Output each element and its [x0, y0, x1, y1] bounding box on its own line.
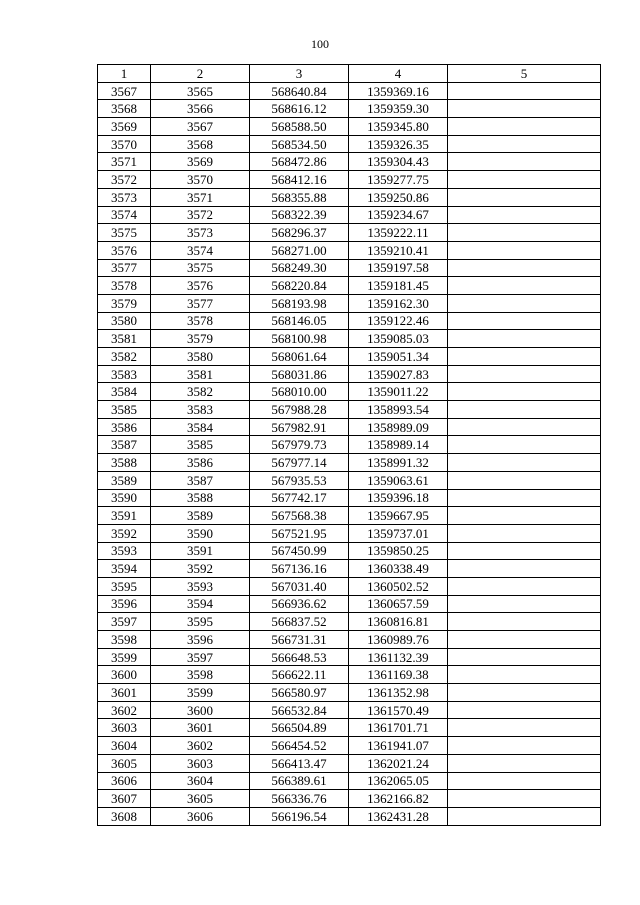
table-cell: 566580.97	[250, 684, 349, 702]
table-row	[98, 418, 601, 436]
table-cell: 1359027.83	[349, 365, 448, 383]
table-cell: 567935.53	[250, 471, 349, 489]
table-cell: 3568	[151, 135, 250, 153]
column-header: 5	[448, 65, 601, 83]
table-cell: 3588	[151, 489, 250, 507]
table-cell: 3608	[98, 807, 151, 825]
table-cell: 1359345.80	[349, 118, 448, 136]
table-row	[98, 348, 601, 366]
table-cell: 567979.73	[250, 436, 349, 454]
table-cell: 1359051.34	[349, 348, 448, 366]
table-cell	[448, 418, 601, 436]
table-cell	[448, 737, 601, 755]
table-cell: 3589	[151, 507, 250, 525]
column-header: 3	[250, 65, 349, 83]
table-cell	[448, 330, 601, 348]
table-cell: 3604	[98, 737, 151, 755]
table-cell: 566936.62	[250, 595, 349, 613]
table-cell: 568640.84	[250, 82, 349, 100]
table-cell: 1362431.28	[349, 807, 448, 825]
column-header: 2	[151, 65, 250, 83]
table-cell: 568249.30	[250, 259, 349, 277]
table-cell: 1359181.45	[349, 277, 448, 295]
table-cell: 3580	[98, 312, 151, 330]
table-cell	[448, 312, 601, 330]
table-row	[98, 365, 601, 383]
table-cell: 3591	[151, 542, 250, 560]
table-cell: 3590	[98, 489, 151, 507]
table-row	[98, 772, 601, 790]
table-cell	[448, 206, 601, 224]
table-cell: 3577	[98, 259, 151, 277]
table-cell	[448, 294, 601, 312]
table-row	[98, 560, 601, 578]
table-cell	[448, 153, 601, 171]
table-cell: 3601	[151, 719, 250, 737]
table-cell: 3581	[98, 330, 151, 348]
table-cell: 568193.98	[250, 294, 349, 312]
column-header: 1	[98, 65, 151, 83]
table-cell: 3602	[98, 701, 151, 719]
table-row	[98, 330, 601, 348]
table-body	[98, 82, 601, 825]
table-cell: 3572	[98, 171, 151, 189]
table-cell	[448, 471, 601, 489]
table-cell: 3588	[98, 454, 151, 472]
table-cell	[448, 701, 601, 719]
table-cell: 1360816.81	[349, 613, 448, 631]
column-header: 4	[349, 65, 448, 83]
table-row	[98, 631, 601, 649]
table-cell: 3574	[98, 206, 151, 224]
table-cell: 1359162.30	[349, 294, 448, 312]
table-cell: 3578	[98, 277, 151, 295]
table-cell: 567136.16	[250, 560, 349, 578]
table-cell: 3591	[98, 507, 151, 525]
table-row	[98, 82, 601, 100]
table-cell: 566196.54	[250, 807, 349, 825]
table-row	[98, 188, 601, 206]
table-row	[98, 100, 601, 118]
table-cell: 3593	[151, 577, 250, 595]
table-cell: 3607	[98, 790, 151, 808]
table-cell: 3596	[151, 631, 250, 649]
table-cell: 568322.39	[250, 206, 349, 224]
table-cell: 568146.05	[250, 312, 349, 330]
table-cell: 1359737.01	[349, 524, 448, 542]
table-cell: 3585	[151, 436, 250, 454]
table-cell: 1360338.49	[349, 560, 448, 578]
table-row	[98, 401, 601, 419]
table-cell: 3565	[151, 82, 250, 100]
table-cell: 1359222.11	[349, 224, 448, 242]
table-cell	[448, 365, 601, 383]
table-row	[98, 701, 601, 719]
table-cell	[448, 171, 601, 189]
table-cell: 566731.31	[250, 631, 349, 649]
table-cell: 3603	[151, 754, 250, 772]
table-row	[98, 737, 601, 755]
table-cell: 3587	[151, 471, 250, 489]
table-cell: 3594	[98, 560, 151, 578]
table-cell: 568100.98	[250, 330, 349, 348]
table-cell: 568296.37	[250, 224, 349, 242]
table-cell	[448, 436, 601, 454]
table-cell: 1358989.14	[349, 436, 448, 454]
table-cell: 1359359.30	[349, 100, 448, 118]
table-cell	[448, 507, 601, 525]
table-cell: 3573	[98, 188, 151, 206]
table-cell: 3572	[151, 206, 250, 224]
table-cell: 3575	[151, 259, 250, 277]
table-cell: 566622.11	[250, 666, 349, 684]
table-cell	[448, 754, 601, 772]
table-row	[98, 595, 601, 613]
table-row	[98, 684, 601, 702]
table-cell: 1359234.67	[349, 206, 448, 224]
table-cell: 3592	[151, 560, 250, 578]
table-cell: 3592	[98, 524, 151, 542]
table-cell	[448, 259, 601, 277]
table-cell	[448, 613, 601, 631]
table-cell: 567521.95	[250, 524, 349, 542]
table-cell: 3605	[98, 754, 151, 772]
table-cell: 3593	[98, 542, 151, 560]
table-cell: 1362065.05	[349, 772, 448, 790]
table-row	[98, 790, 601, 808]
table-cell: 566504.89	[250, 719, 349, 737]
table-cell: 3576	[151, 277, 250, 295]
table-cell: 567742.17	[250, 489, 349, 507]
table-cell: 1358993.54	[349, 401, 448, 419]
table-cell: 1359063.61	[349, 471, 448, 489]
table-cell: 1358991.32	[349, 454, 448, 472]
table-cell	[448, 807, 601, 825]
table-cell: 1361570.49	[349, 701, 448, 719]
table-cell: 3573	[151, 224, 250, 242]
table-cell: 567450.99	[250, 542, 349, 560]
table-cell: 1359277.75	[349, 171, 448, 189]
table-cell	[448, 719, 601, 737]
table-cell: 3569	[151, 153, 250, 171]
table-cell: 566413.47	[250, 754, 349, 772]
table-cell	[448, 524, 601, 542]
table-cell: 567031.40	[250, 577, 349, 595]
table-cell: 566532.84	[250, 701, 349, 719]
table-cell	[448, 188, 601, 206]
table-cell: 3570	[98, 135, 151, 153]
table-cell	[448, 135, 601, 153]
table-row	[98, 259, 601, 277]
table-row	[98, 542, 601, 560]
table-row	[98, 241, 601, 259]
table-cell: 3597	[151, 648, 250, 666]
table-cell: 3595	[98, 577, 151, 595]
table-cell: 568031.86	[250, 365, 349, 383]
table-cell: 568355.88	[250, 188, 349, 206]
table-cell: 568271.00	[250, 241, 349, 259]
table-cell: 1359396.18	[349, 489, 448, 507]
table-cell: 568010.00	[250, 383, 349, 401]
table-cell	[448, 631, 601, 649]
table-cell	[448, 82, 601, 100]
table-cell: 566837.52	[250, 613, 349, 631]
table-cell: 1362021.24	[349, 754, 448, 772]
table-cell: 3571	[151, 188, 250, 206]
table-cell: 3582	[98, 348, 151, 366]
table-row	[98, 507, 601, 525]
table-cell: 3576	[98, 241, 151, 259]
table-cell: 3584	[151, 418, 250, 436]
table-row	[98, 135, 601, 153]
table-cell: 1361132.39	[349, 648, 448, 666]
table-cell: 3582	[151, 383, 250, 401]
table-cell: 1361701.71	[349, 719, 448, 737]
table-cell: 3606	[98, 772, 151, 790]
table-cell: 3599	[98, 648, 151, 666]
table-row	[98, 648, 601, 666]
table-cell: 1361169.38	[349, 666, 448, 684]
table-cell: 1359369.16	[349, 82, 448, 100]
table-cell: 1359085.03	[349, 330, 448, 348]
table-cell: 3590	[151, 524, 250, 542]
table-row	[98, 807, 601, 825]
table-row	[98, 454, 601, 472]
table-cell	[448, 118, 601, 136]
table-cell: 1359197.58	[349, 259, 448, 277]
table-cell: 3571	[98, 153, 151, 171]
table-cell: 1360502.52	[349, 577, 448, 595]
table-cell	[448, 383, 601, 401]
table-cell: 3574	[151, 241, 250, 259]
table-cell	[448, 790, 601, 808]
table-cell: 1359326.35	[349, 135, 448, 153]
table-row	[98, 613, 601, 631]
table-row	[98, 312, 601, 330]
table-cell: 3570	[151, 171, 250, 189]
table-cell: 3599	[151, 684, 250, 702]
table-cell	[448, 489, 601, 507]
table-cell: 567977.14	[250, 454, 349, 472]
table-cell: 3606	[151, 807, 250, 825]
table-cell: 3595	[151, 613, 250, 631]
table-cell: 1361941.07	[349, 737, 448, 755]
table-cell	[448, 648, 601, 666]
table-cell	[448, 100, 601, 118]
page-number: 100	[311, 37, 329, 51]
table-row	[98, 754, 601, 772]
table-cell: 568472.86	[250, 153, 349, 171]
table-row	[98, 436, 601, 454]
table-cell	[448, 542, 601, 560]
coordinates-table	[97, 64, 601, 826]
table-cell	[448, 454, 601, 472]
table-cell: 3567	[98, 82, 151, 100]
table-cell: 3584	[98, 383, 151, 401]
table-cell: 3596	[98, 595, 151, 613]
table-row	[98, 471, 601, 489]
table-cell: 3586	[151, 454, 250, 472]
table-cell: 3579	[151, 330, 250, 348]
table-cell	[448, 772, 601, 790]
table-cell	[448, 560, 601, 578]
table-cell: 3568	[98, 100, 151, 118]
table-cell: 1361352.98	[349, 684, 448, 702]
table-cell: 3586	[98, 418, 151, 436]
table-cell: 3567	[151, 118, 250, 136]
table-cell: 1359011.22	[349, 383, 448, 401]
table-cell	[448, 577, 601, 595]
table-cell: 1358989.09	[349, 418, 448, 436]
table-cell: 3603	[98, 719, 151, 737]
table-header-row	[98, 65, 601, 83]
table-cell: 3589	[98, 471, 151, 489]
table-cell: 3583	[151, 401, 250, 419]
table-row	[98, 524, 601, 542]
table-cell: 566454.52	[250, 737, 349, 755]
table-row	[98, 489, 601, 507]
table-row	[98, 206, 601, 224]
table-cell: 3594	[151, 595, 250, 613]
table-cell: 1359304.43	[349, 153, 448, 171]
table-cell: 3597	[98, 613, 151, 631]
table-cell: 568588.50	[250, 118, 349, 136]
table-cell	[448, 348, 601, 366]
table-cell: 3598	[98, 631, 151, 649]
table-cell: 566336.76	[250, 790, 349, 808]
table-cell	[448, 224, 601, 242]
table-cell	[448, 684, 601, 702]
table-cell: 3569	[98, 118, 151, 136]
table-cell: 3578	[151, 312, 250, 330]
table-cell	[448, 401, 601, 419]
table-cell: 3577	[151, 294, 250, 312]
table-cell: 3600	[98, 666, 151, 684]
table-cell: 1359667.95	[349, 507, 448, 525]
table-cell: 3581	[151, 365, 250, 383]
table-row	[98, 577, 601, 595]
table-cell	[448, 595, 601, 613]
table-cell	[448, 666, 601, 684]
table-cell: 568220.84	[250, 277, 349, 295]
table-cell: 3600	[151, 701, 250, 719]
table-cell: 3605	[151, 790, 250, 808]
table-cell: 1360989.76	[349, 631, 448, 649]
table-cell: 568061.64	[250, 348, 349, 366]
table-row	[98, 277, 601, 295]
table-cell: 3575	[98, 224, 151, 242]
table-row	[98, 719, 601, 737]
table-cell: 3601	[98, 684, 151, 702]
table-cell: 1362166.82	[349, 790, 448, 808]
table-cell	[448, 277, 601, 295]
table-cell: 1359250.86	[349, 188, 448, 206]
table-cell: 567988.28	[250, 401, 349, 419]
table-cell: 567568.38	[250, 507, 349, 525]
table-row	[98, 153, 601, 171]
table-cell: 3604	[151, 772, 250, 790]
table-cell: 566648.53	[250, 648, 349, 666]
table-cell: 568616.12	[250, 100, 349, 118]
table-cell: 3587	[98, 436, 151, 454]
table-cell: 3579	[98, 294, 151, 312]
table-cell: 3566	[151, 100, 250, 118]
table-cell: 3598	[151, 666, 250, 684]
table-row	[98, 294, 601, 312]
table-cell: 1359850.25	[349, 542, 448, 560]
table-row	[98, 118, 601, 136]
table-cell: 3583	[98, 365, 151, 383]
table-cell: 1360657.59	[349, 595, 448, 613]
table-cell: 568412.16	[250, 171, 349, 189]
table-cell: 1359122.46	[349, 312, 448, 330]
table-cell: 567982.91	[250, 418, 349, 436]
table-row	[98, 171, 601, 189]
table-cell: 3580	[151, 348, 250, 366]
table-cell: 1359210.41	[349, 241, 448, 259]
table-cell: 3585	[98, 401, 151, 419]
table-row	[98, 224, 601, 242]
table-row	[98, 383, 601, 401]
table-cell	[448, 241, 601, 259]
table-row	[98, 666, 601, 684]
table-cell: 566389.61	[250, 772, 349, 790]
table-cell: 3602	[151, 737, 250, 755]
table-cell: 568534.50	[250, 135, 349, 153]
